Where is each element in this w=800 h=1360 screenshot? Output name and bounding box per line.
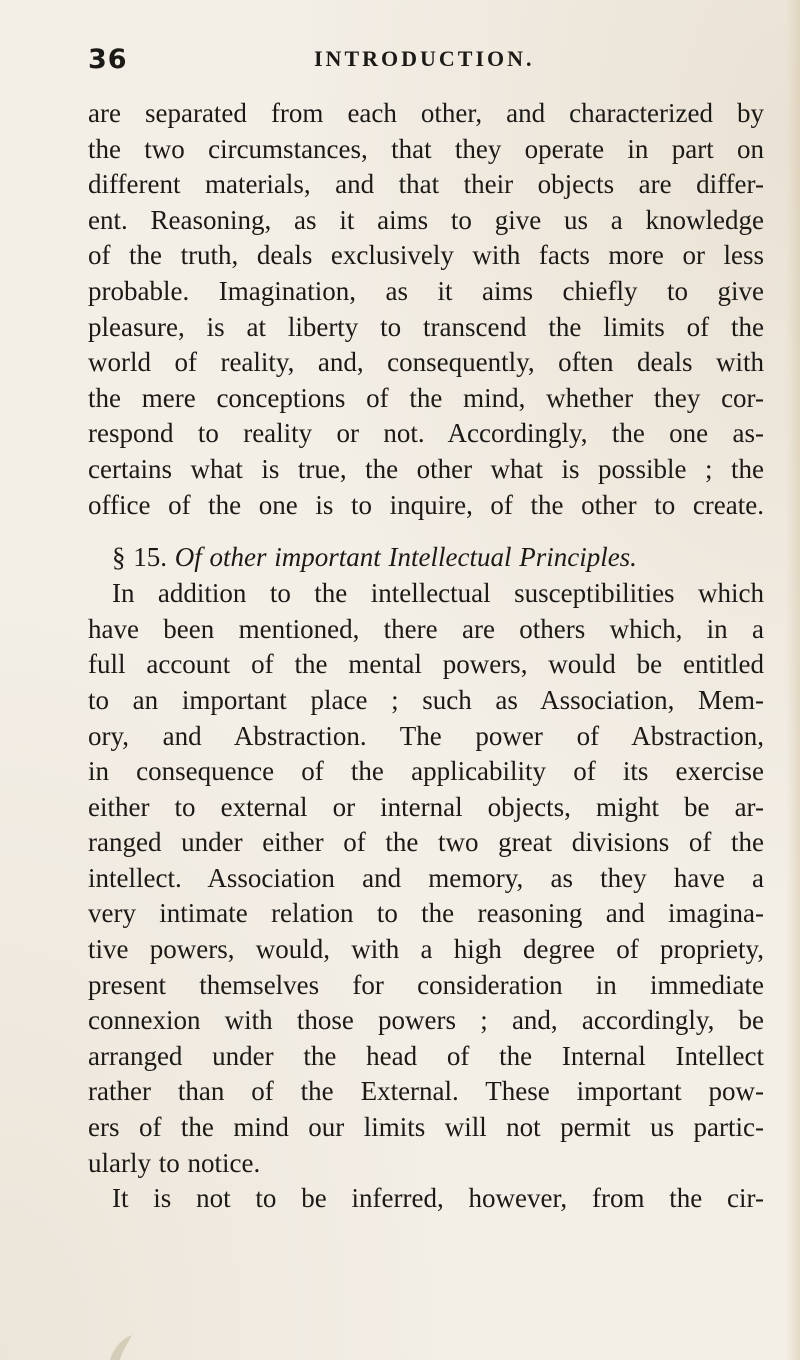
paragraph-1-line: different materials, and that their objects are differ- [88,169,764,200]
page-number: 36 [88,44,128,75]
paragraph-2-line: full account of the mental powers, would be entitled [88,649,764,680]
section-title: Of other important Intellectual Principles. [174,542,637,573]
section-spacer [88,523,764,540]
body-text [88,96,764,1217]
paragraph-2-line: tive powers, would, with a high degree of propriety, [88,934,764,965]
ink-stain [88,1325,148,1360]
paragraph-1-line: the two circumstances, that they operate in part on [88,133,764,164]
paragraph-2-line: either to external or internal objects, might be ar- [88,791,764,822]
paragraph-2-line: rather than of the External. These important pow- [88,1076,764,1107]
paragraph-2-line: ranged under either of the two great divisions of the [88,827,764,858]
running-head: INTRODUCTION. [314,46,535,71]
section-heading [88,540,764,576]
paragraph-2-line: connexion with those powers ; and, accordingly, be [88,1005,764,1036]
paragraph-1-line: the mere conceptions of the mind, whether they cor- [88,382,764,413]
paragraph-2-line: intellect. Association and memory, as they have a [88,862,764,893]
paragraph-1-line: of the truth, deals exclusively with facts more or less [88,240,764,271]
page-header [88,44,728,84]
paragraph-2-line: present themselves for consideration in immediate [88,969,764,1000]
section-number: § 15. [112,542,167,573]
paragraph-2-line: arranged under the head of the Internal Intellect [88,1040,764,1071]
paragraph-1-line: ent. Reasoning, as it aims to give us a knowledge [88,204,764,235]
paragraph-2-line: have been mentioned, there are others which, in a [88,613,764,644]
paragraph-2-line: ularly to notice. [88,1147,261,1178]
paragraph-1-line: world of reality, and, consequently, often deals with [88,347,764,378]
paragraph-1-line: respond to reality or not. Accordingly, the one as- [88,418,764,449]
paragraph-2-line: In addition to the intellectual susceptibilities which [112,578,764,609]
paragraph-2-line: ory, and Abstraction. The power of Abstraction, [88,720,764,751]
paragraph-2-line: very intimate relation to the reasoning and imagina- [88,898,764,929]
paragraph-1-line: probable. Imagination, as it aims chiefly to give [88,275,764,306]
paragraph-1-line: are separated from each other, and characterized by [88,98,764,128]
paragraph-1-line: certains what is true, the other what is possible ; the [88,453,764,484]
paragraph-2-line: ers of the mind our limits will not permit us partic- [88,1112,764,1143]
paragraph-2-line: to an important place ; such as Association, Mem- [88,684,764,715]
page-edge-shadow [786,0,800,1360]
paragraph-1-line: office of the one is to inquire, of the other to create. [88,489,764,520]
paragraph-2-line: in consequence of the applicability of its exercise [88,756,764,787]
paragraph-1-line: pleasure, is at liberty to transcend the limits of the [88,311,764,342]
paragraph-3-line: It is not to be inferred, however, from the cir- [112,1183,764,1214]
